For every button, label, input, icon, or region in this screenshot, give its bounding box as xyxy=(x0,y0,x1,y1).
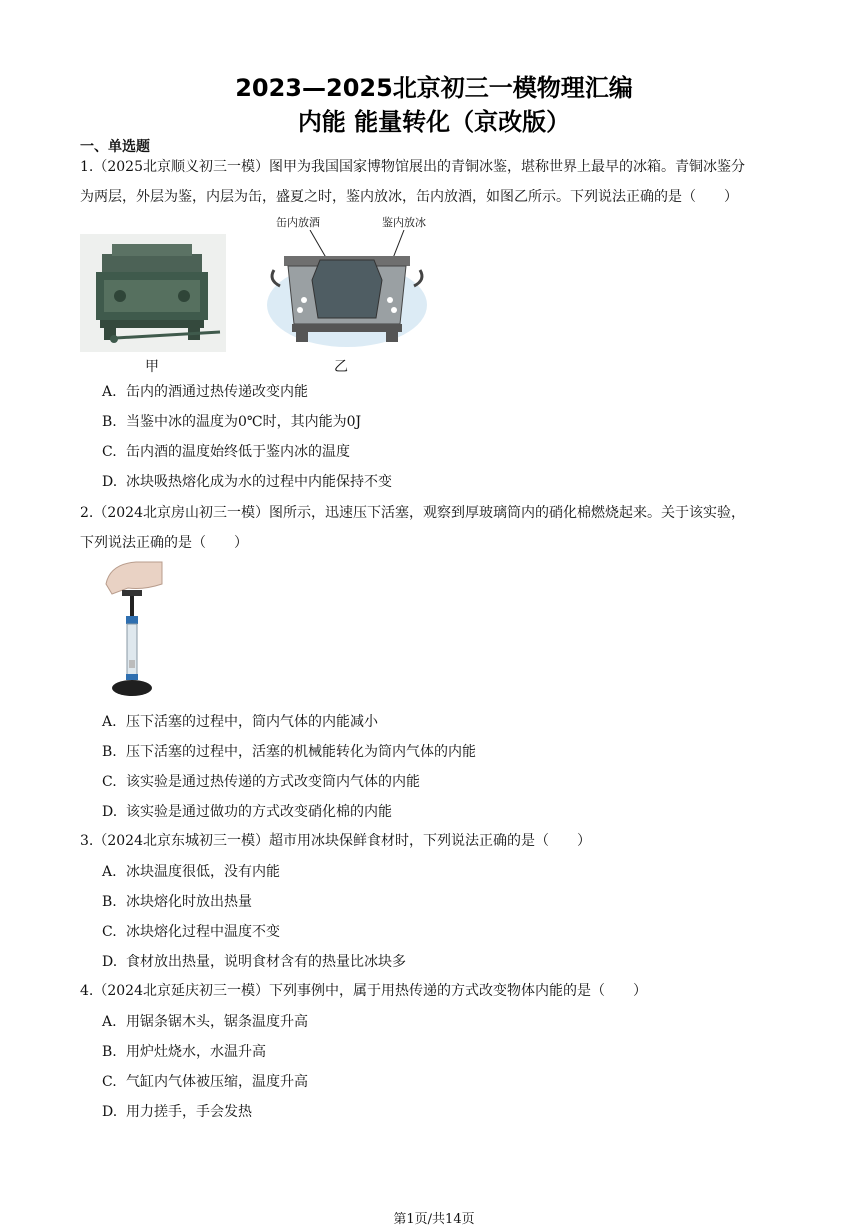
question-3-stem xyxy=(80,826,790,856)
figure-caption-jia: 甲 xyxy=(145,359,159,375)
question-1-line-2: 为两层，外层为鉴，内层为缶，盛夏之时，鉴内放冰，缶内放酒，如图乙所示。下列说法正确的是（ ） xyxy=(80,189,738,205)
question-1-stem xyxy=(80,152,790,212)
question-1-option-a: A. 缶内的酒通过热传递改变内能 xyxy=(102,384,308,400)
document-title: 2023—2025北京初三一模物理汇编 xyxy=(235,74,633,102)
question-4-option-d: D. 用力搓手，手会发热 xyxy=(102,1104,252,1120)
label-jian-ice: 鉴内放冰 xyxy=(382,216,426,229)
question-4-line-1: 4.（2024北京延庆初三一模）下列事例中，属于用热传递的方式改变物体内能的是（ ） xyxy=(80,983,647,999)
question-4-option-c: C. 气缸内气体被压缩，温度升高 xyxy=(102,1074,308,1090)
question-2-line-2: 下列说法正确的是（ ） xyxy=(80,535,248,551)
question-3-option-b: B. 冰块熔化时放出热量 xyxy=(102,894,252,910)
question-2-option-d: D. 该实验是通过做功的方式改变硝化棉的内能 xyxy=(102,804,392,820)
label-fou-wine: 缶内放酒 xyxy=(276,216,320,229)
question-1-option-c: C. 缶内酒的温度始终低于鉴内冰的温度 xyxy=(102,444,350,460)
figure-caption-yi: 乙 xyxy=(334,359,348,375)
question-3-option-a: A. 冰块温度很低，没有内能 xyxy=(102,864,280,880)
section-heading: 一、单选题 xyxy=(80,139,150,155)
question-2-option-c: C. 该实验是通过热传递的方式改变筒内气体的内能 xyxy=(102,774,420,790)
question-3-line-1: 3.（2024北京东城初三一模）超市用冰块保鲜食材时，下列说法正确的是（ ） xyxy=(80,833,591,849)
question-2-option-a: A. 压下活塞的过程中，筒内气体的内能减小 xyxy=(102,714,378,730)
question-4-option-b: B. 用炉灶烧水，水温升高 xyxy=(102,1044,266,1060)
bronze-ice-chest-photo xyxy=(80,234,226,352)
question-3-option-c: C. 冰块熔化过程中温度不变 xyxy=(102,924,280,940)
question-2-stem xyxy=(80,498,790,558)
question-2-option-b: B. 压下活塞的过程中，活塞的机械能转化为筒内气体的内能 xyxy=(102,744,476,760)
question-3-option-d: D. 食材放出热量，说明食材含有的热量比冰块多 xyxy=(102,954,406,970)
question-2-line-1: 2.（2024北京房山初三一模）图所示，迅速压下活塞，观察到厚玻璃筒内的硝化棉燃烧起来。关于该实验， xyxy=(80,505,745,521)
question-4-option-a: A. 用锯条锯木头，锯条温度升高 xyxy=(102,1014,308,1030)
page-number: 第1页/共14页 xyxy=(393,1212,475,1227)
question-1-option-d: D. 冰块吸热熔化成为水的过程中内能保持不变 xyxy=(102,474,392,490)
piston-cylinder-photo xyxy=(100,560,166,700)
question-4-stem xyxy=(80,976,790,1006)
question-1-line-1: 1.（2025北京顺义初三一模）图甲为我国国家博物馆展出的青铜冰鉴，堪称世界上最早的冰箱。青铜冰鉴分 xyxy=(80,159,745,175)
document-subtitle: 内能 能量转化（京改版） xyxy=(297,108,571,136)
ice-chest-diagram xyxy=(262,230,432,350)
question-1-option-b: B. 当鉴中冰的温度为0℃时，其内能为0J xyxy=(102,414,362,430)
